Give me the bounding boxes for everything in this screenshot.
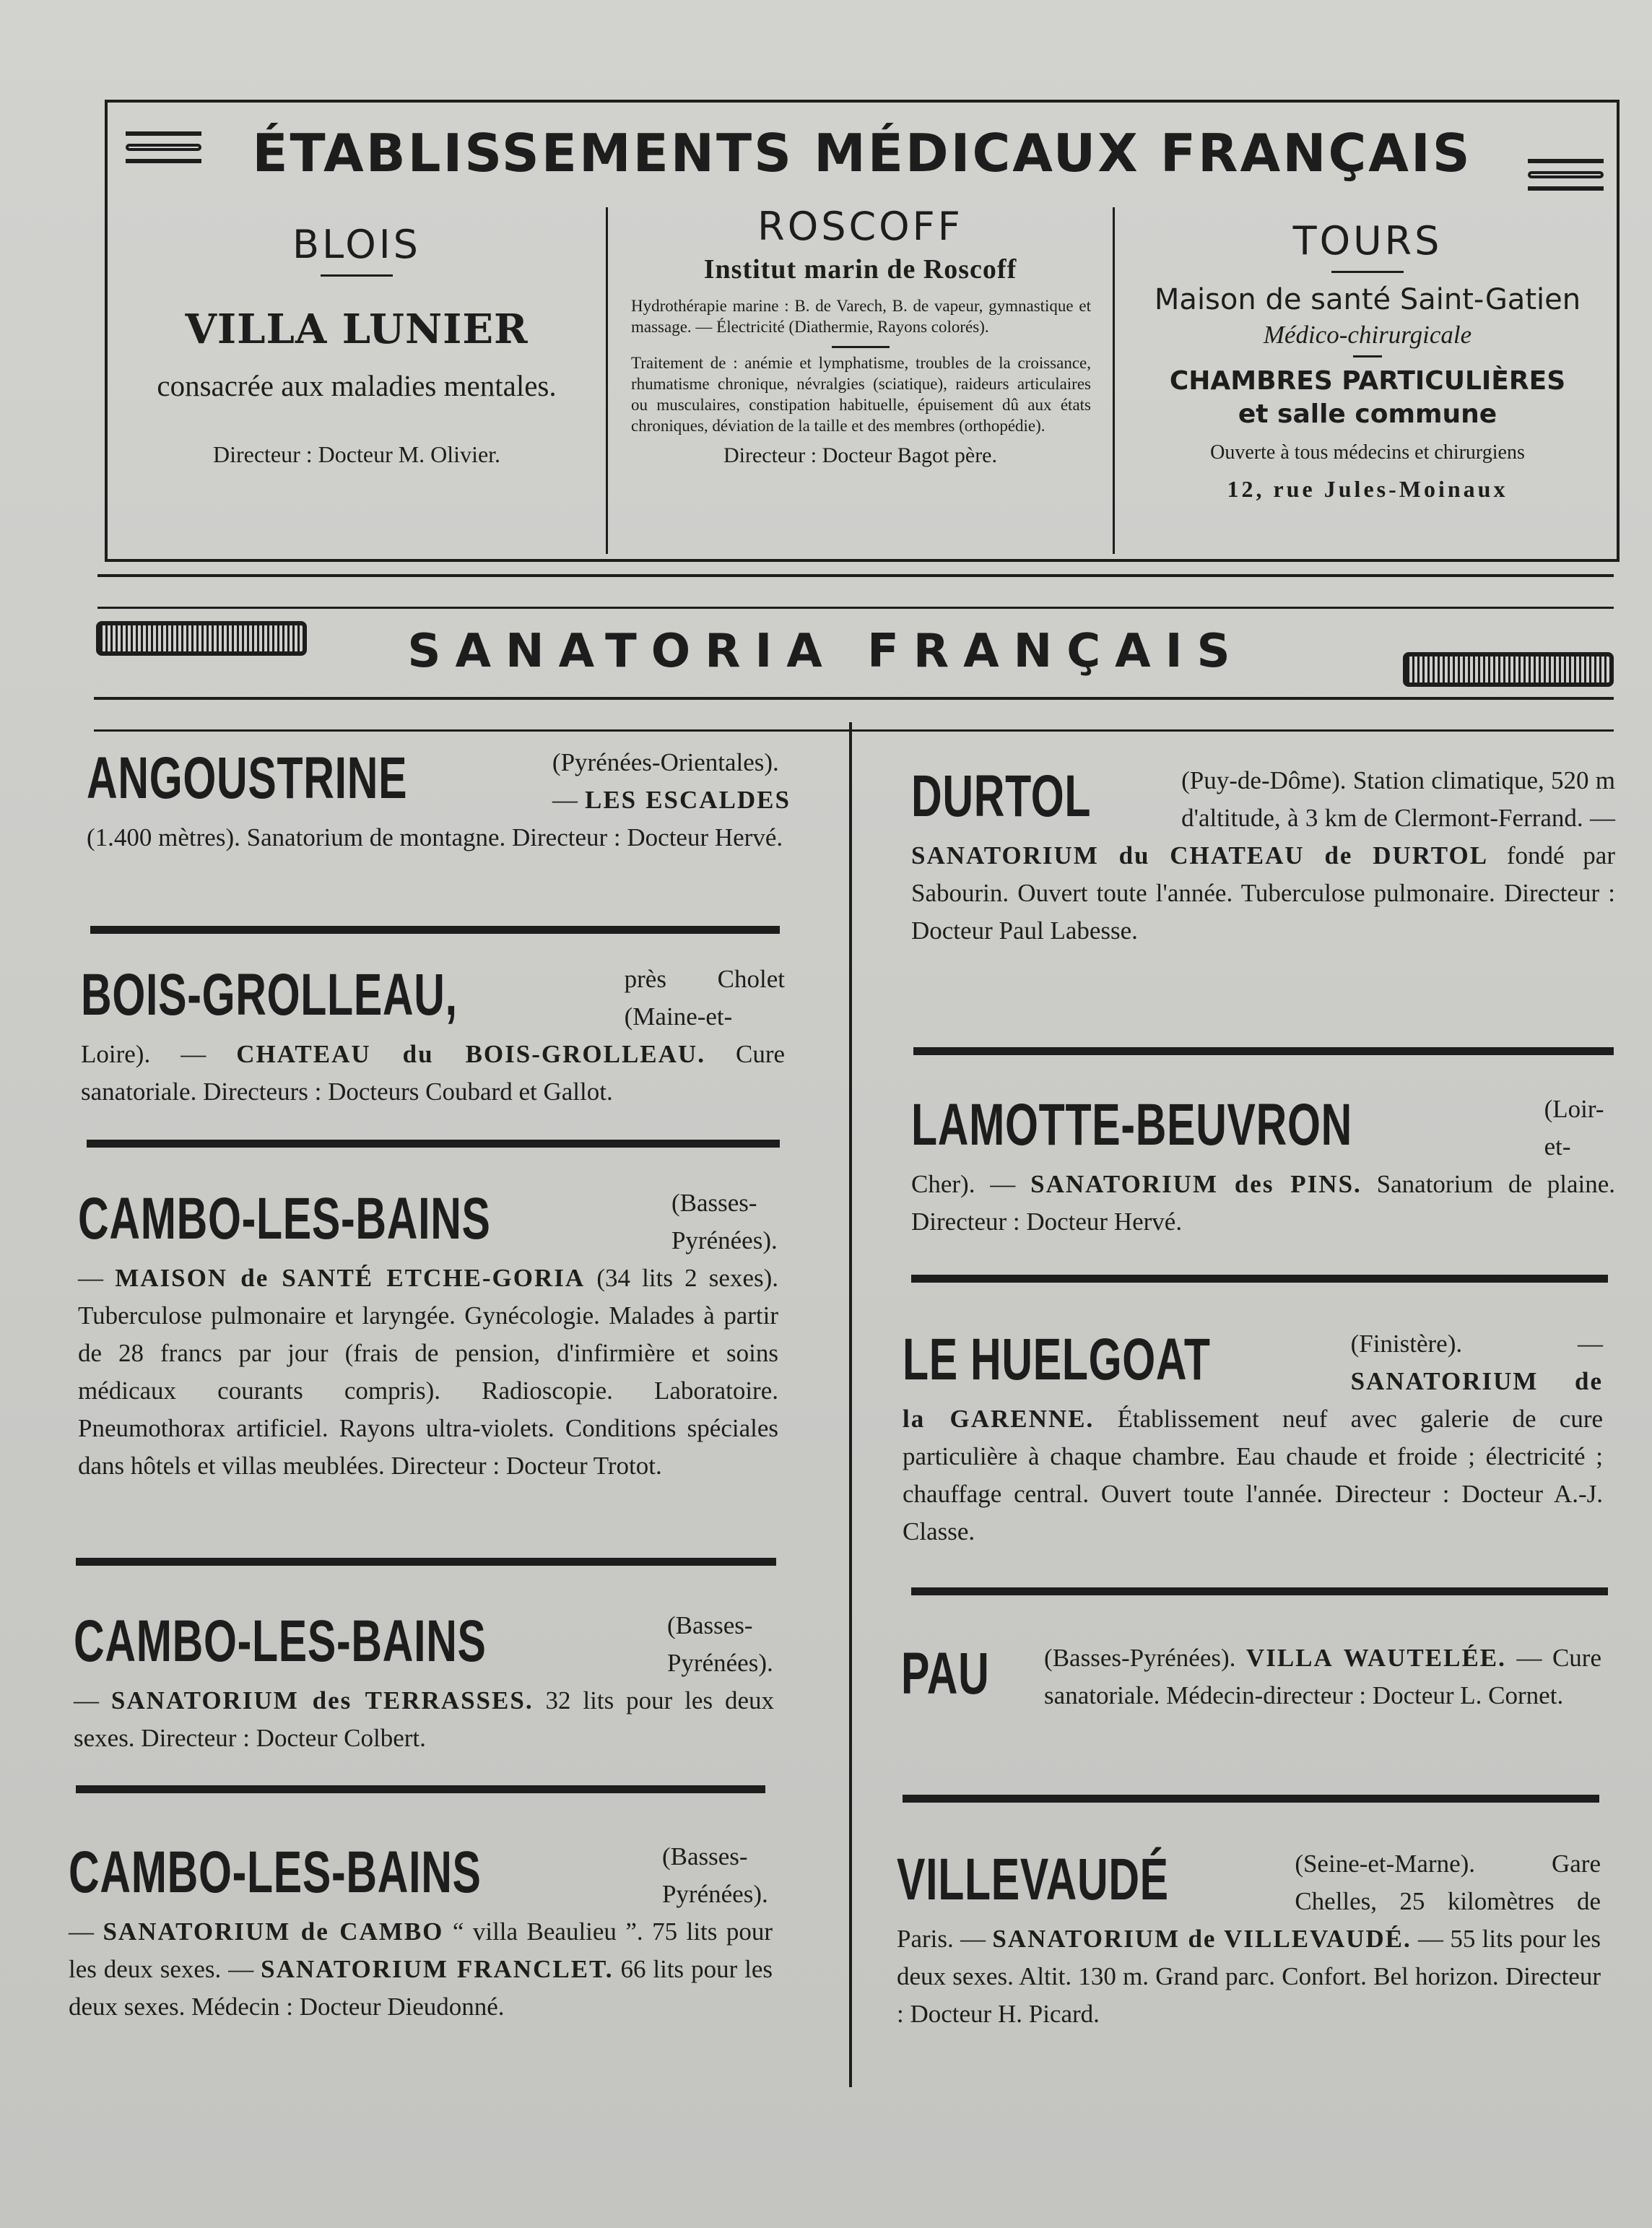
roscoff-director: Directeur : Docteur Bagot père. [723,443,997,467]
entry-text: (Basses-Pyrénées). — [69,1842,768,1946]
roscoff-column [606,204,1115,554]
rule [97,607,1614,609]
entry-heading: CAMBO-LES-BAINS [78,1186,491,1252]
entry-text: (Basses-Pyrénées). — [74,1611,773,1715]
entry-cambo-beaulieu [69,1838,773,2026]
entry-heading: PAU [901,1641,990,1707]
entry-text: 66 lits pour les deux sexes. Médecin : Docteur Dieudonné. [69,1955,773,2021]
tours-medico: Médico-chirurgicale [1263,321,1472,349]
villa-lunier-desc: consacrée aux maladies mentales. [157,369,557,402]
entry-pau [901,1639,1601,1715]
entry-separator [913,1047,1614,1055]
entry-bold: SANATORIUM de la GARENNE. [903,1367,1603,1433]
divider-dash [1353,355,1382,357]
entry-separator [903,1795,1599,1803]
entry-text: (Pyrénées-Orientales). — [552,748,779,814]
rule [97,574,1614,577]
tours-maison-name: Maison de santé Saint-Gatien [1154,283,1581,316]
entry-text: (1.400 mètres). Sanatorium de montagne. Directeur : Docteur Hervé. [87,823,783,851]
blois-city: BLOIS [292,222,421,267]
entry-bold: LES ESCALDES [584,786,791,814]
entry-text: (Finistère). — [1350,1330,1603,1358]
rule [94,697,1614,700]
roscoff-services: Hydrothérapie marine : B. de Varech, B. de vapeur, gymnastique et massage. — Électricité (Diathermie, Rayons colorés). [631,297,1091,336]
entry-separator [911,1275,1608,1283]
entry-bold: SANATORIUM des TERRASSES. [110,1686,534,1715]
entry-le-huelgoat [903,1325,1603,1551]
entry-text: (Loir-et-Cher). — [911,1095,1604,1198]
entry-cambo-terrasses [74,1607,774,1757]
entry-bold: CHATEAU du BOIS-GROLLEAU. [236,1040,705,1068]
tours-chambres-line: CHAMBRES PARTICULIÈRES [1169,366,1566,396]
column-divider [849,722,852,2087]
entry-bold: SANATORIUM du CHATEAU de DURTOL [911,841,1489,870]
entry-bold: SANATORIUM de CAMBO [103,1917,444,1946]
title-bar-right-icon [1403,652,1614,687]
entry-text: près Cholet (Maine-et-Loire). — [81,965,785,1068]
entry-text: Cure sanatoriale. Directeurs : Docteurs Coubard et Gallot. [81,1040,786,1106]
divider-dash [832,346,890,348]
entry-heading: CAMBO-LES-BAINS [74,1608,487,1674]
entry-bold: MAISON de SANTÉ ETCHE-GORIA [115,1264,586,1292]
entry-cambo-etche-goria [78,1184,778,1485]
entry-text: (Puy-de-Dôme). Station climatique, 520 m d'altitude, à 3 km de Clermont-Ferrand. — [1181,766,1615,832]
roscoff-treatments: Traitement de : anémie et lymphatisme, troubles de la croissance, rhumatisme chronique, névralgies (sciatique), raideurs articulaires ou musculaires, constipation habituelle, épuisement dû aux états chroniques, déviation de la taille et des membres (orthopédie). [631,354,1091,435]
entry-separator [87,1140,780,1148]
divider-dash [321,274,393,277]
sanatoria-title: SANATORIA FRANÇAIS [407,625,1245,678]
villa-lunier-name: VILLA LUNIER [185,305,529,353]
entry-text: Établissement neuf avec galerie de cure particulière à chaque chambre. Eau chaude et froide ; électricité ; chauffage central. Ouvert toute l'année. Directeur : Docteur A.-J. Classe. [903,1405,1604,1546]
entry-durtol [911,762,1615,950]
entry-heading: LAMOTTE-BEUVRON [911,1092,1353,1158]
entry-bois-grolleau [81,961,785,1111]
entry-heading: CAMBO-LES-BAINS [69,1839,482,1905]
entry-text: Sanatorium de plaine. Directeur : Docteur Hervé. [911,1170,1616,1236]
rule [94,729,1614,732]
tours-open: Ouverte à tous médecins et chirurgiens [1210,441,1525,464]
entry-text: — Cure sanatoriale. Médecin-directeur : Docteur L. Cornet. [1044,1644,1601,1709]
entry-text: 32 lits pour les deux sexes. Directeur : Docteur Colbert. [74,1686,775,1752]
entry-angoustrine [87,744,791,857]
entry-villevaude [897,1845,1601,2033]
villa-lunier-director: Directeur : Docteur M. Olivier. [212,441,501,467]
entry-bold: SANATORIUM des PINS. [1030,1170,1362,1198]
entry-heading: DURTOL [911,763,1092,829]
ornament-right-icon [1528,159,1604,191]
roscoff-city: ROSCOFF [757,204,963,249]
tours-chambres [1115,365,1620,431]
entry-separator [911,1587,1608,1595]
entry-heading: LE HUELGOAT [903,1327,1211,1392]
entry-heading: BOIS-GROLLEAU, [81,962,458,1028]
entry-text: (Basses-Pyrénées). [1044,1644,1236,1672]
entry-separator [76,1785,765,1793]
entry-bold: SANATORIUM de VILLEVAUDÉ. [992,1925,1412,1953]
entry-text: (34 lits 2 sexes). Tuberculose pulmonaire et laryngée. Gynécologie. Malades à partir de 28 francs par jour (frais de pension, d'infirmière et soins médicaux courants compris). Radioscopie. Laboratoire. Pneumothorax artificiel. Rayons ultra-violets. Conditions spéciales dans hôtels et villas meublées. Directeur : Docteur Trotot. [78,1264,779,1480]
roscoff-institut-name: Institut marin de Roscoff [703,254,1017,285]
etablissements-box [105,100,1620,562]
divider-dash [1331,271,1404,273]
blois-column [108,207,606,554]
etablissements-title: ÉTABLISSEMENTS MÉDICAUX FRANÇAIS [252,123,1472,183]
tours-salle-line: et salle commune [1238,399,1497,429]
entry-text: “ villa Beaulieu ”. 75 lits pour les deux sexes. — [69,1917,773,1983]
entry-bold: VILLA WAUTELÉE. [1245,1644,1506,1672]
entry-lamotte-beuvron [911,1091,1615,1241]
entry-text: (Seine-et-Marne). Gare Chelles, 25 kilomètres de Paris. — [897,1850,1601,1953]
tours-city: TOURS [1292,218,1443,264]
entry-text: — 55 lits pour les deux sexes. Altit. 130 m. Grand parc. Confort. Bel horizon. Directeur : Docteur H. Picard. [897,1925,1601,2028]
entry-bold: SANATORIUM FRANCLET. [261,1955,614,1983]
entry-separator [76,1558,776,1566]
tours-column [1115,207,1620,554]
tours-address: 12, rue Jules-Moinaux [1227,476,1508,502]
entry-separator [90,926,780,934]
entry-heading: ANGOUSTRINE [87,745,408,811]
entry-text: fondé par Sabourin. Ouvert toute l'année. Tuberculose pulmonaire. Directeur : Docteur Paul Labesse. [911,841,1615,945]
entry-heading: VILLEVAUDÉ [897,1847,1169,1912]
entry-text: (Basses-Pyrénées). — [78,1189,778,1292]
